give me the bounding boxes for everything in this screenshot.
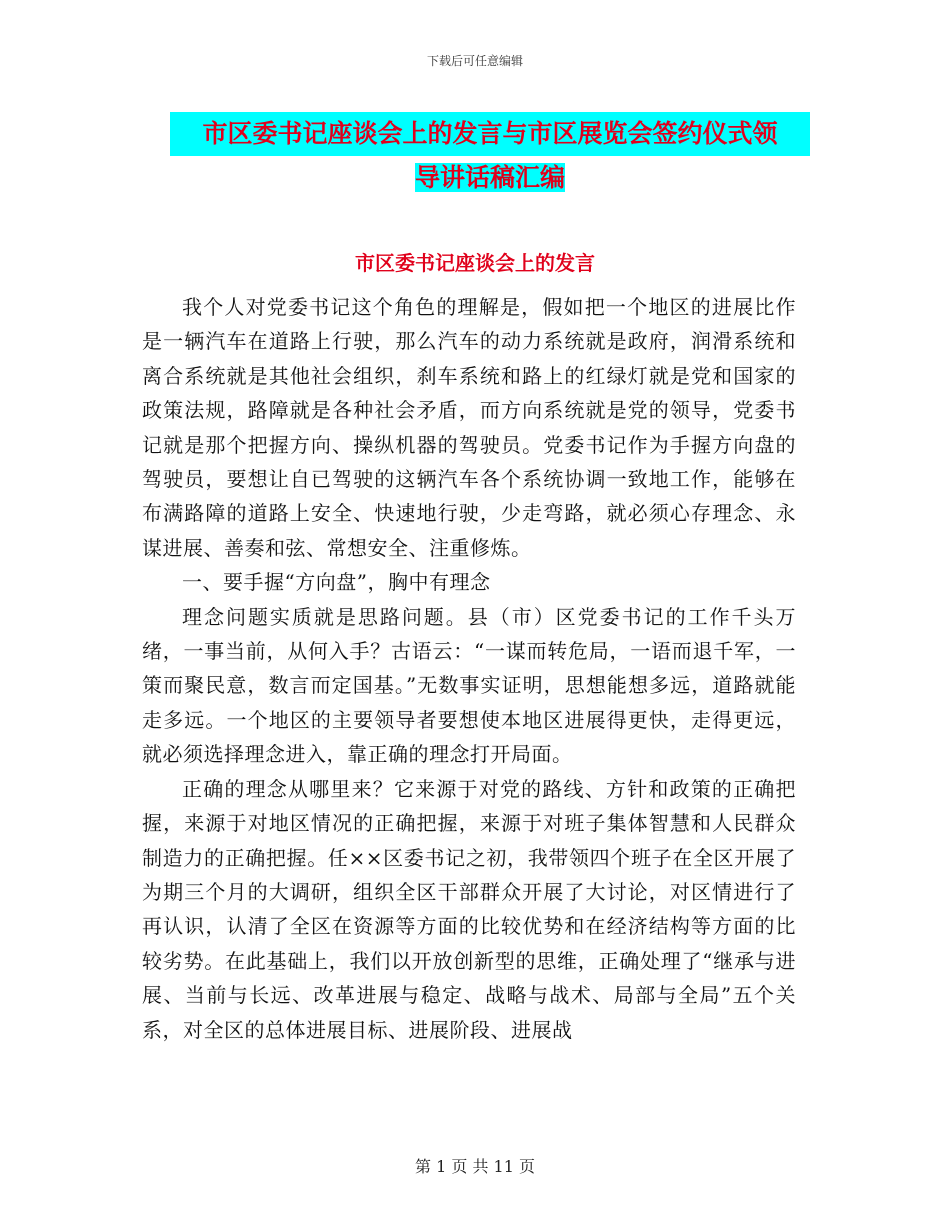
paragraph: 理念问题实质就是思路问题。县（市）区党委书记的工作千头万绪，一事当前，从何入手？古语云：“一谋而转危局，一语而退千军，一策而聚民意，数言而定国基。”无数事实证明，思想能想多远，道路就能走多远。一个地区的主要领导者要想使本地区进展得更快，走得更远，就必须选择理念进入，靠正确的理念打开局面。 [142,604,796,767]
document-title-line-2: 导讲话稿汇编 [414,163,565,192]
section-heading: 一、要手握“方向盘”，胸中有理念 [182,570,491,595]
header-note: 下载后可任意编辑 [426,54,523,68]
body-text [142,290,796,1047]
document-title-line-1: 市区委书记座谈会上的发言与市区展览会签约仪式领 [202,119,778,148]
document-title [170,112,810,200]
section-title: 市区委书记座谈会上的发言 [355,251,595,275]
page-number: 第 1 页 共 11 页 [415,1157,535,1176]
paragraph: 正确的理念从哪里来？它来源于对党的路线、方针和政策的正确把握，来源于对地区情况的正确把握，来源于对班子集体智慧和人民群众制造力的正确把握。任××区委书记之初，我带领四个班子在全区开展了为期三个月的大调研，组织全区干部群众开展了大讨论，对区情进行了再认识，认清了全区在资源等方面的比较优势和在经济结构等方面的比较劣势。在此基础上，我们以开放创新型的思维，正确处理了“继承与进展、当前与长远、改革进展与稳定、战略与战术、局部与全局”五个关系，对全区的总体进展目标、进展阶段、进展战 [142,776,796,1042]
paragraph: 我个人对党委书记这个角色的理解是，假如把一个地区的进展比作是一辆汽车在道路上行驶，那么汽车的动力系统就是政府，润滑系统和离合系统就是其他社会组织，刹车系统和路上的红绿灯就是党和国家的政策法规，路障就是各种社会矛盾，而方向系统就是党的领导，党委书记就是那个把握方向、操纵机器的驾驶员。党委书记作为手握方向盘的驾驶员，要想让自已驾驶的这辆汽车各个系统协调一致地工作，能够在布满路障的道路上安全、快速地行驶，少走弯路，就必须心存理念、永谋进展、善奏和弦、常想安全、注重修炼。 [142,295,796,560]
